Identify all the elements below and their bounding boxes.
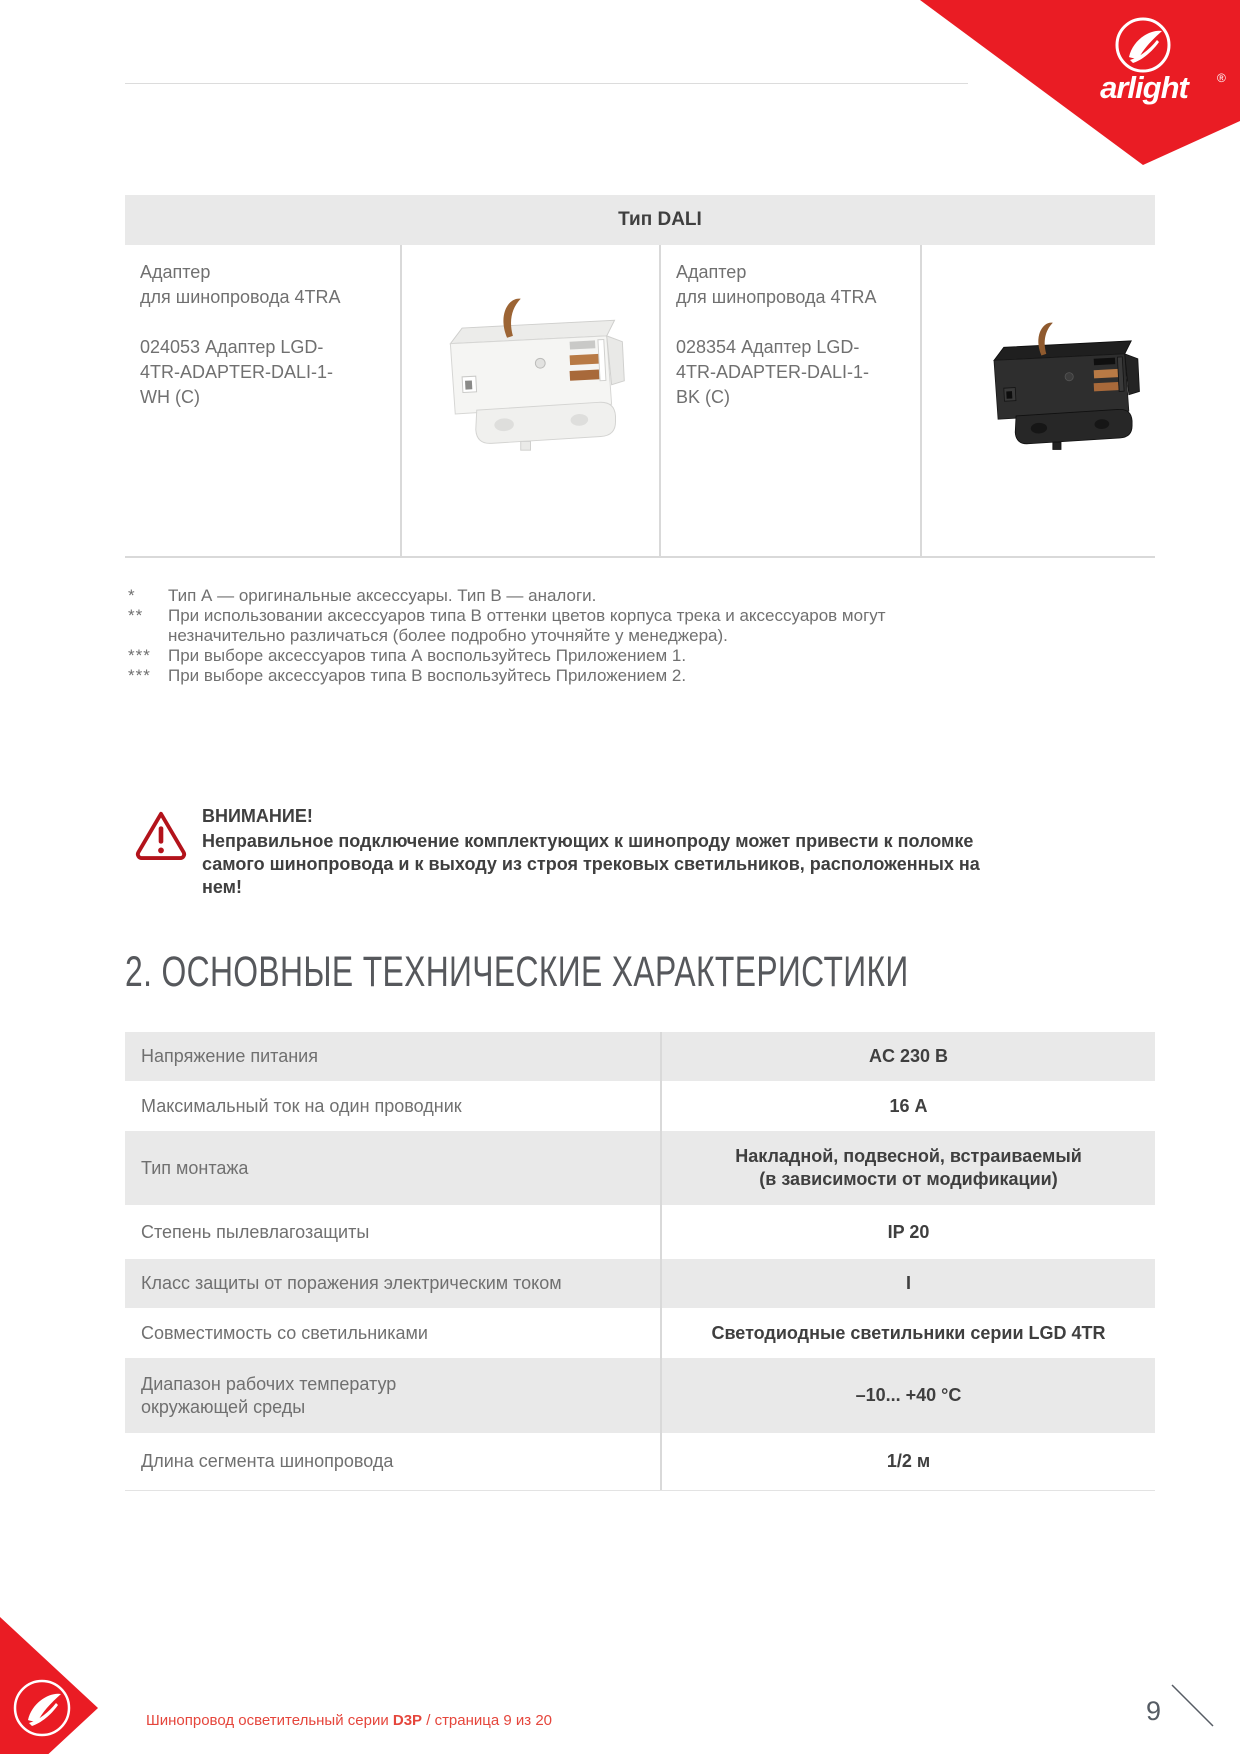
brand-corner-logo: [900, 0, 1240, 170]
footnote-marker: *: [128, 586, 136, 605]
product-sku-line: 028354 Адаптер LGD-: [676, 337, 860, 357]
spec-row: [125, 1259, 1155, 1308]
product-cell-description-black: [661, 245, 922, 556]
spec-row: [125, 1032, 1155, 1081]
spec-value-line: (в зависимости от модификации): [759, 1169, 1058, 1189]
spec-row: [125, 1131, 1155, 1205]
spec-label: Совместимость со светильниками: [141, 1322, 428, 1343]
spec-row: [125, 1433, 1155, 1490]
specs-table: [125, 1032, 1155, 1491]
white-track-adapter-photo: [423, 287, 638, 458]
brand-red-diamond: [920, 0, 1240, 165]
footnote: [128, 586, 988, 606]
product-sku-line: WH (C): [140, 387, 200, 407]
spec-value-line: Накладной, подвесной, встраиваемый: [735, 1146, 1082, 1166]
spec-row: [125, 1081, 1155, 1131]
footnotes: [128, 586, 988, 686]
footer-caption: [146, 1712, 552, 1729]
footnote-marker: ***: [128, 646, 151, 665]
footnote-text: При выборе аксессуаров типа А воспользуйтесь Приложением 1.: [168, 646, 687, 665]
footer-series-title: Шинопровод осветительный серии: [146, 1712, 393, 1729]
warning-block: [134, 805, 1032, 899]
footnote-text: При выборе аксессуаров типа В воспользуйтесь Приложением 2.: [168, 666, 687, 685]
footer-page-label: / страница 9 из 20: [422, 1712, 553, 1729]
spec-value: AC 230 В: [868, 1046, 949, 1066]
spec-value: 1/2 м: [886, 1451, 931, 1471]
product-cell-photo-white: [402, 245, 661, 556]
footnote-marker: ***: [128, 666, 151, 685]
footer-series-code: D3P: [392, 1712, 423, 1729]
product-name-line: Адаптер: [140, 262, 211, 282]
corner-slash-line: [1160, 1678, 1220, 1738]
registered-mark: ®: [1217, 71, 1226, 85]
footer-brand-logo: [0, 1612, 110, 1754]
product-cell-photo-black: [922, 245, 1153, 556]
product-table-header: [125, 195, 1155, 245]
arlight-wordmark: arlight: [1100, 70, 1188, 105]
spec-label: Степень пылевлагозащиты: [141, 1221, 370, 1242]
warning-triangle-icon: [134, 809, 188, 861]
product-sku-line: 4TR-ADAPTER-DALI-1-: [140, 362, 334, 382]
warning-title: ВНИМАНИЕ!: [202, 806, 313, 826]
footnote-marker: **: [128, 606, 144, 625]
footnote: [128, 666, 988, 686]
footnote: [128, 646, 988, 666]
page-number: 9: [1146, 1696, 1162, 1726]
footnote-text: При использовании аксессуаров типа В оттенки цветов корпуса трека и аксессуаров могут незначительно различаться (более подробно уточняйте у менеджера).: [168, 606, 886, 645]
product-sku-line: BK (C): [676, 387, 730, 407]
spec-row: [125, 1358, 1155, 1433]
footnote: [128, 606, 988, 646]
section-heading: 2. ОСНОВНЫЕ ТЕХНИЧЕСКИЕ ХАРАКТЕРИСТИКИ: [125, 948, 909, 996]
spec-value: I: [905, 1273, 911, 1293]
spec-value: IP 20: [887, 1221, 930, 1242]
spec-value: –10... +40 °C: [855, 1385, 962, 1405]
warning-text: Неправильное подключение комплектующих к шинопроду может привести к поломке самого шинопровода и к выходу из строя трековых светильников, расположенных на нем!: [202, 831, 980, 897]
spec-row: [125, 1205, 1155, 1259]
spec-label: Напряжение питания: [141, 1046, 318, 1066]
spec-value: Светодиодные светильники серии LGD 4TR: [711, 1322, 1106, 1343]
product-table-body: [125, 245, 1155, 558]
product-name-line: Адаптер: [676, 262, 747, 282]
product-cell-description-white: [125, 245, 402, 556]
spec-row: [125, 1308, 1155, 1358]
black-track-adapter-photo: [971, 313, 1151, 456]
product-sku-line: 024053 Адаптер LGD-: [140, 337, 324, 357]
top-divider-rule: [125, 83, 968, 84]
spec-label: Класс защиты от поражения электрическим током: [141, 1273, 562, 1293]
spec-label: Максимальный ток на один проводник: [141, 1095, 462, 1116]
footnote-text: Тип А — оригинальные аксессуары. Тип В — аналоги.: [168, 586, 597, 605]
product-sku-line: 4TR-ADAPTER-DALI-1-: [676, 362, 870, 382]
product-table-header-label: Тип DALI: [618, 209, 702, 230]
spec-label: Длина сегмента шинопровода: [141, 1451, 394, 1471]
spec-label: Тип монтажа: [141, 1157, 249, 1178]
product-table: [125, 195, 1155, 558]
spec-label-line: окружающей среды: [141, 1396, 306, 1417]
product-name-line: для шинопровода 4TRA: [140, 287, 341, 307]
product-name-line: для шинопровода 4TRA: [676, 287, 877, 307]
spec-value: 16 А: [889, 1095, 928, 1116]
spec-label-line: Диапазон рабочих температур: [141, 1373, 397, 1394]
